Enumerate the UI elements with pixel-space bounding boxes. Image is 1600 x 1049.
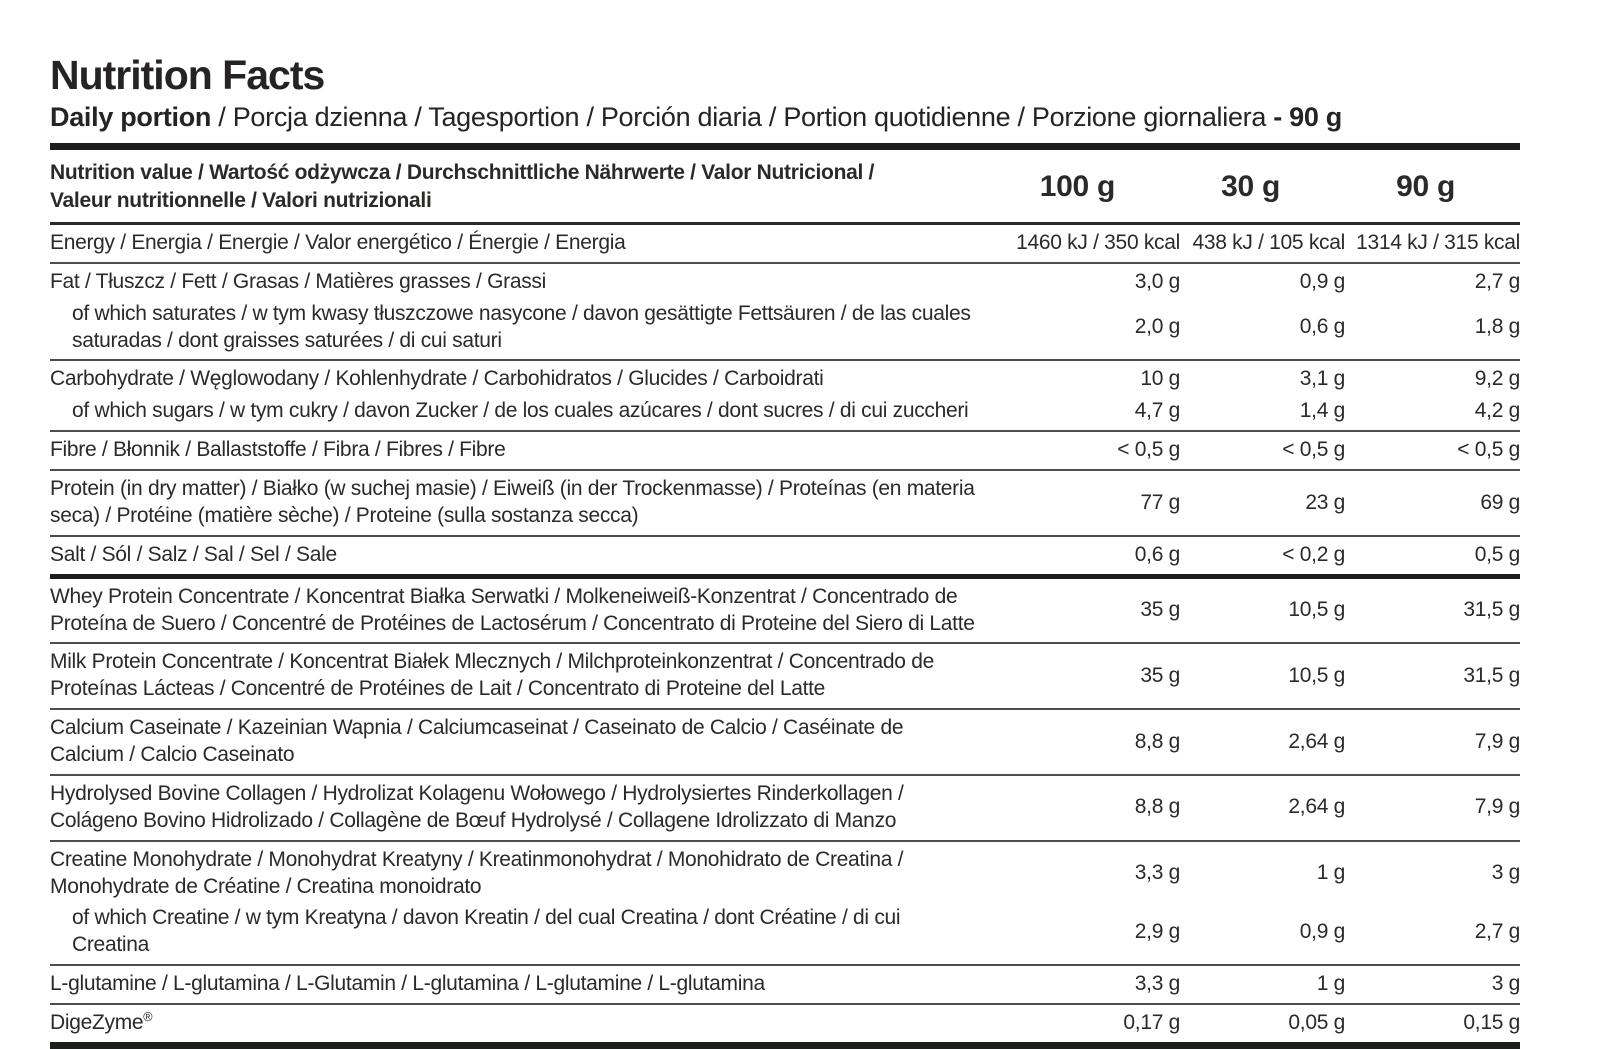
value-90g: 7,9 g xyxy=(1474,729,1520,753)
value-100g: 4,7 g xyxy=(1134,399,1180,423)
row-label: Energy / Energia / Energie / Valor energético / Énergie / Energia xyxy=(50,230,626,254)
table-row-saturates xyxy=(50,296,1520,362)
value-90g: 31,5 g xyxy=(1463,598,1520,622)
value-30g: 23 g xyxy=(1305,490,1345,514)
portion-size: - 90 g xyxy=(1273,102,1342,132)
table-row-energy xyxy=(50,225,1520,264)
row-label: Hydrolysed Bovine Collagen / Hydrolizat Kolagenu Wołowego / Hydrolysiertes Rinderkollagen / Colágeno Bovino Hidrolizado / Collagène de Bœuf Hydrolysé / Collagene Idrolizzato di Manzo xyxy=(50,781,904,832)
value-90g: 31,5 g xyxy=(1463,663,1520,687)
value-100g: 77 g xyxy=(1140,490,1180,514)
table-row-carbohydrate xyxy=(50,361,1520,393)
value-30g: < 0,2 g xyxy=(1282,542,1345,566)
value-30g: 10,5 g xyxy=(1288,663,1345,687)
bottom-divider-bar xyxy=(50,1042,1520,1049)
row-label: Whey Protein Concentrate / Koncentrat Białka Serwatki / Molkeneiweiß-Konzentrat / Concentrado de Proteína de Suero / Concentré de Protéines de Lactosérum / Concentrato di Proteine del Siero di Latte xyxy=(50,584,975,635)
value-100g: 2,9 g xyxy=(1134,919,1180,943)
value-30g: 2,64 g xyxy=(1288,795,1345,819)
table-row-protein xyxy=(50,471,1520,537)
value-30g: 0,9 g xyxy=(1299,269,1345,293)
row-label: Salt / Sól / Salz / Sal / Sel / Sale xyxy=(50,542,337,566)
value-30g: < 0,5 g xyxy=(1282,438,1345,462)
daily-portion-subtitle xyxy=(50,101,1520,133)
table-row-sugars xyxy=(50,393,1520,432)
table-row-hydrolysed-bovine-collagen xyxy=(50,776,1520,842)
table-row-creatine-monohydrate xyxy=(50,842,1520,901)
daily-portion-label: Daily portion xyxy=(50,102,212,132)
value-100g: 3,0 g xyxy=(1134,269,1180,293)
value-90g: 0,15 g xyxy=(1463,1011,1520,1035)
value-100g: 0,17 g xyxy=(1123,1011,1180,1035)
top-divider-bar xyxy=(50,143,1520,150)
value-90g: 3 g xyxy=(1491,972,1520,996)
table-row-milk-protein-concentrate xyxy=(50,644,1520,710)
row-label: of which Creatine / w tym Kreatyna / davon Kreatin / del cual Creatina / dont Créatine / di cui Creatina xyxy=(72,906,901,957)
row-label: of which saturates / w tym kwasy tłuszczowe nasycone / davon gesättigte Fettsäuren / de las cuales saturadas / dont graisses saturées / di cui saturi xyxy=(72,301,971,352)
value-100g: 8,8 g xyxy=(1134,795,1180,819)
value-30g: 3,1 g xyxy=(1299,367,1345,391)
row-label xyxy=(50,1010,995,1037)
column-header-30g: 30 g xyxy=(1221,169,1280,203)
value-90g: 4,2 g xyxy=(1474,399,1520,423)
value-90g: < 0,5 g xyxy=(1457,438,1520,462)
value-100g: 35 g xyxy=(1140,663,1180,687)
registered-trademark-symbol: ® xyxy=(143,1010,153,1025)
table-row-digezyme xyxy=(50,1005,1520,1042)
page-title: Nutrition Facts xyxy=(50,52,325,98)
nutrition-table xyxy=(50,150,1520,1049)
value-30g: 10,5 g xyxy=(1288,598,1345,622)
value-100g: 3,3 g xyxy=(1134,972,1180,996)
value-100g: < 0,5 g xyxy=(1117,438,1180,462)
value-90g: 2,7 g xyxy=(1474,269,1520,293)
value-30g: 2,64 g xyxy=(1288,729,1345,753)
row-label: Fat / Tłuszcz / Fett / Grasas / Matières grasses / Grassi xyxy=(50,269,546,293)
value-30g: 438 kJ / 105 kcal xyxy=(1192,230,1345,254)
value-30g: 1 g xyxy=(1316,972,1345,996)
row-label: Fibre / Błonnik / Ballaststoffe / Fibra / Fibres / Fibre xyxy=(50,438,506,462)
table-header-row xyxy=(50,150,1520,222)
daily-portion-translations: / Porcja dzienna / Tagesportion / Porción diaria / Portion quotidienne / Porzione giornaliera xyxy=(211,102,1274,132)
value-100g: 2,0 g xyxy=(1134,315,1180,339)
value-100g: 10 g xyxy=(1140,367,1180,391)
value-100g: 8,8 g xyxy=(1134,729,1180,753)
column-header-100g: 100 g xyxy=(1039,169,1115,203)
table-row-creatine xyxy=(50,900,1520,966)
table-row-fibre xyxy=(50,432,1520,471)
nutrition-value-header: Nutrition value / Wartość odżywcza / Durchschnittliche Nährwerte / Valor Nutricional / Valeur nutritionnelle / Valori nutrizionali xyxy=(50,161,875,212)
row-label: Protein (in dry matter) / Białko (w suchej masie) / Eiweiß (in der Trockenmasse) / Proteínas (en materia seca) / Protéine (matière sèche) / Proteine (sulla sostanza secca) xyxy=(50,477,975,527)
table-row-whey-protein-concentrate xyxy=(50,579,1520,645)
row-label: Carbohydrate / Węglowodany / Kohlenhydrate / Carbohidratos / Glucides / Carboidrati xyxy=(50,367,824,391)
value-30g: 1 g xyxy=(1316,861,1345,885)
row-label: L-glutamine / L-glutamina / L-Glutamin / L-glutamina / L-glutamine / L-glutamina xyxy=(50,972,765,996)
value-90g: 3 g xyxy=(1491,861,1520,885)
value-100g: 35 g xyxy=(1140,598,1180,622)
table-row-l-glutamine xyxy=(50,966,1520,1005)
value-90g: 1314 kJ / 315 kcal xyxy=(1356,230,1520,254)
value-90g: 0,5 g xyxy=(1474,542,1520,566)
value-100g: 0,6 g xyxy=(1134,542,1180,566)
value-100g: 3,3 g xyxy=(1134,861,1180,885)
value-30g: 0,05 g xyxy=(1288,1011,1345,1035)
table-row-salt xyxy=(50,537,1520,579)
row-label: Calcium Caseinate / Kazeinian Wapnia / Calciumcaseinat / Caseinato de Calcio / Caséinate de Calcium / Calcio Caseinato xyxy=(50,716,904,767)
value-90g: 69 g xyxy=(1480,490,1520,514)
value-30g: 0,6 g xyxy=(1299,315,1345,339)
value-100g: 1460 kJ / 350 kcal xyxy=(1016,230,1180,254)
row-label: of which sugars / w tym cukry / davon Zucker / de los cuales azúcares / dont sucres / di cui zuccheri xyxy=(72,399,969,423)
table-row-calcium-caseinate xyxy=(50,710,1520,776)
row-label: Creatine Monohydrate / Monohydrat Kreatyny / Kreatinmonohydrat / Monohidrato de Creatina / Monohydrate de Créatine / Creatina monoidrato xyxy=(50,847,904,898)
column-header-90g: 90 g xyxy=(1396,169,1455,203)
value-90g: 2,7 g xyxy=(1474,919,1520,943)
value-90g: 1,8 g xyxy=(1474,315,1520,339)
table-row-fat xyxy=(50,264,1520,296)
value-90g: 7,9 g xyxy=(1474,795,1520,819)
value-90g: 9,2 g xyxy=(1474,367,1520,391)
row-label: Milk Protein Concentrate / Koncentrat Białek Mlecznych / Milchproteinkonzentrat / Concentrado de Proteínas Lácteas / Concentré de Protéines de Lait / Concentrato di Proteine del Latte xyxy=(50,650,934,701)
digezyme-name: DigeZyme xyxy=(50,1011,144,1035)
value-30g: 0,9 g xyxy=(1299,919,1345,943)
value-30g: 1,4 g xyxy=(1299,399,1345,423)
